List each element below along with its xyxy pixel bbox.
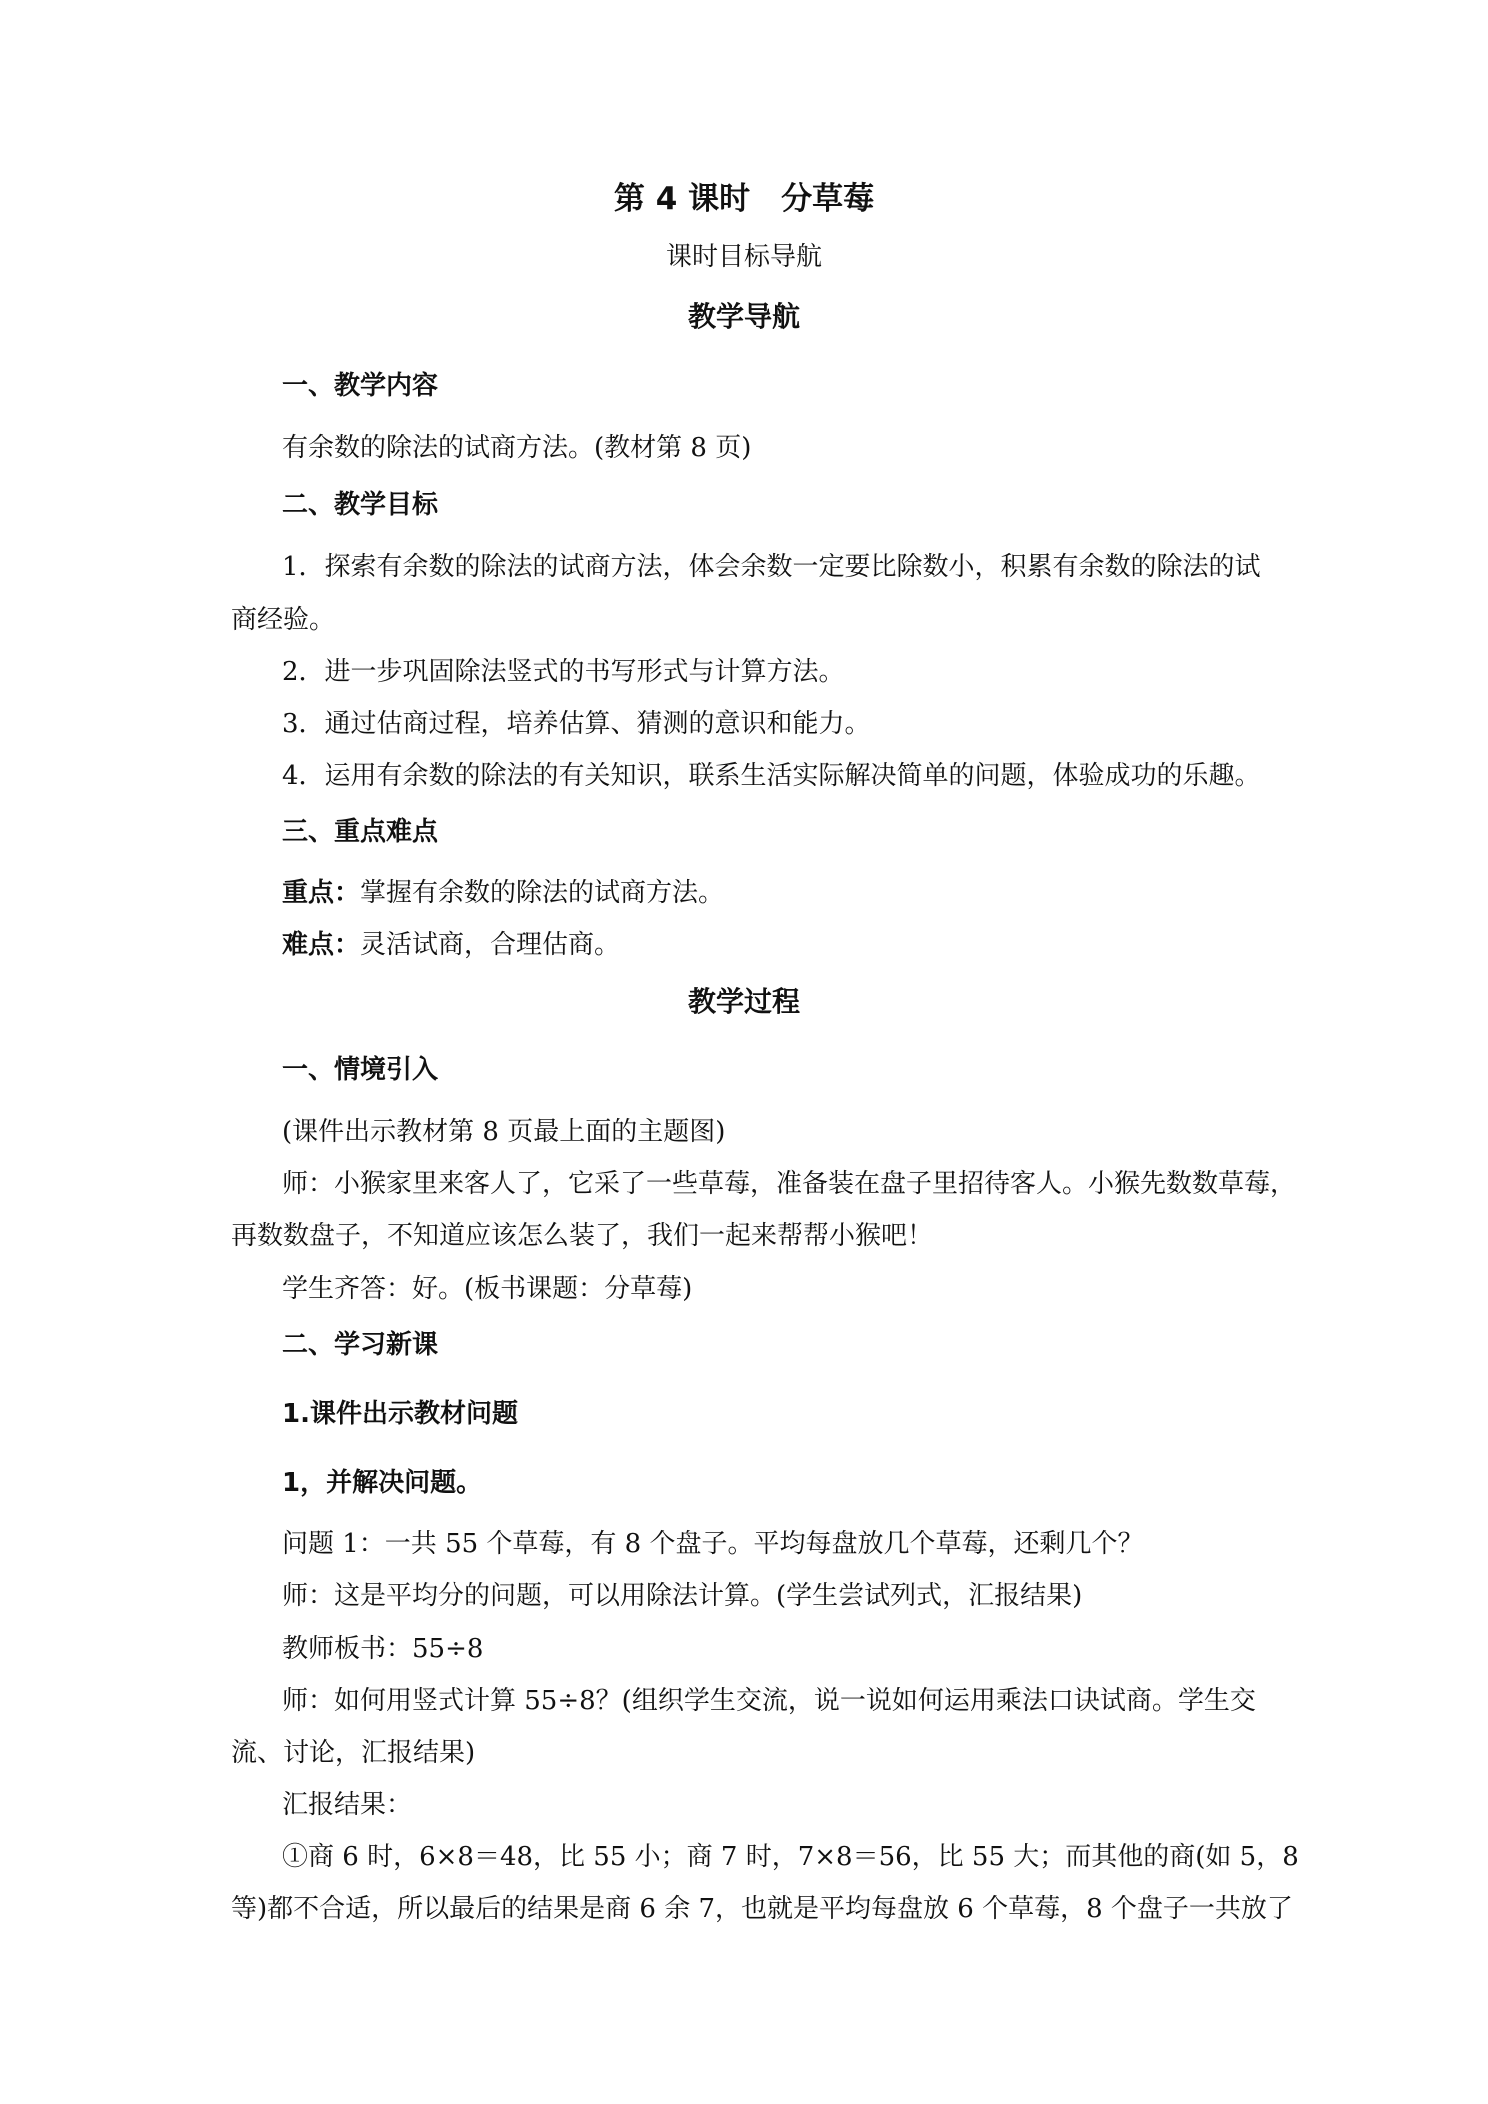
difficulty-point <box>282 928 620 962</box>
new-lesson-line-4: 师：如何用竖式计算 55÷8？(组织学生交流，说一说如何运用乘法口诀试商。学生交 <box>282 1686 1256 1716</box>
new-lesson-line-6: 汇报结果： <box>282 1790 413 1820</box>
section-heading-nav: 教学导航 <box>687 300 800 333</box>
new-lesson-subheading-2: 1，并解决问题。 <box>282 1468 483 1498</box>
goals-heading: 二、教学目标 <box>282 490 439 520</box>
difficulty-text: 灵活试商，合理估商。 <box>360 930 621 960</box>
intro-line-2: 师：小猴家里来客人了，它采了一些草莓，准备装在盘子里招待客人。小猴先数数草莓， <box>282 1169 1297 1199</box>
new-lesson-line-1: 问题 1：一共 55 个草莓，有 8 个盘子。平均每盘放几个草莓，还剩几个？ <box>282 1529 1144 1559</box>
difficulty-label: 难点： <box>282 930 361 960</box>
intro-line-3: 再数数盘子，不知道应该怎么装了，我们一起来帮帮小猴吧！ <box>231 1221 934 1251</box>
content-text: 有余数的除法的试商方法。(教材第 8 页) <box>282 433 752 463</box>
goal-3: 3．通过估商过程，培养估算、猜测的意识和能力。 <box>282 709 871 739</box>
intro-line-1: (课件出示教材第 8 页最上面的主题图) <box>282 1117 726 1147</box>
content-heading: 一、教学内容 <box>282 371 439 401</box>
new-lesson-line-5: 流、讨论，汇报结果) <box>231 1738 476 1768</box>
new-lesson-subheading-1: 1.课件出示教材问题 <box>282 1399 518 1429</box>
key-point <box>282 876 724 910</box>
new-lesson-line-7: ①商 6 时，6×8＝48，比 55 小；商 7 时，7×8＝56，比 55 大；而其他的商(如 5，8 <box>282 1842 1299 1872</box>
goal-1-line-2: 商经验。 <box>231 605 336 635</box>
section-heading-process: 教学过程 <box>687 985 800 1018</box>
intro-heading: 一、情境引入 <box>282 1055 439 1085</box>
key-point-text: 掌握有余数的除法的试商方法。 <box>360 878 725 908</box>
intro-line-4: 学生齐答：好。(板书课题：分草莓) <box>282 1274 693 1304</box>
goal-1-line-1: 1．探索有余数的除法的试商方法，体会余数一定要比除数小，积累有余数的除法的试 <box>282 552 1261 582</box>
goal-4: 4．运用有余数的除法的有关知识，联系生活实际解决简单的问题，体验成功的乐趣。 <box>282 761 1261 791</box>
lesson-subtitle: 课时目标导航 <box>665 242 822 272</box>
new-lesson-line-2: 师：这是平均分的问题，可以用除法计算。(学生尝试列式，汇报结果) <box>282 1581 1083 1611</box>
new-lesson-heading: 二、学习新课 <box>282 1330 439 1360</box>
key-heading: 三、重点难点 <box>282 817 439 847</box>
lesson-title: 第 4 课时 分草莓 <box>613 181 875 217</box>
new-lesson-line-3: 教师板书：55÷8 <box>282 1634 484 1664</box>
key-point-label: 重点： <box>282 878 361 908</box>
goal-2: 2．进一步巩固除法竖式的书写形式与计算方法。 <box>282 657 845 687</box>
new-lesson-line-8: 等)都不合适，所以最后的结果是商 6 余 7，也就是平均每盘放 6 个草莓，8 个盘子一共放了 <box>231 1894 1293 1924</box>
